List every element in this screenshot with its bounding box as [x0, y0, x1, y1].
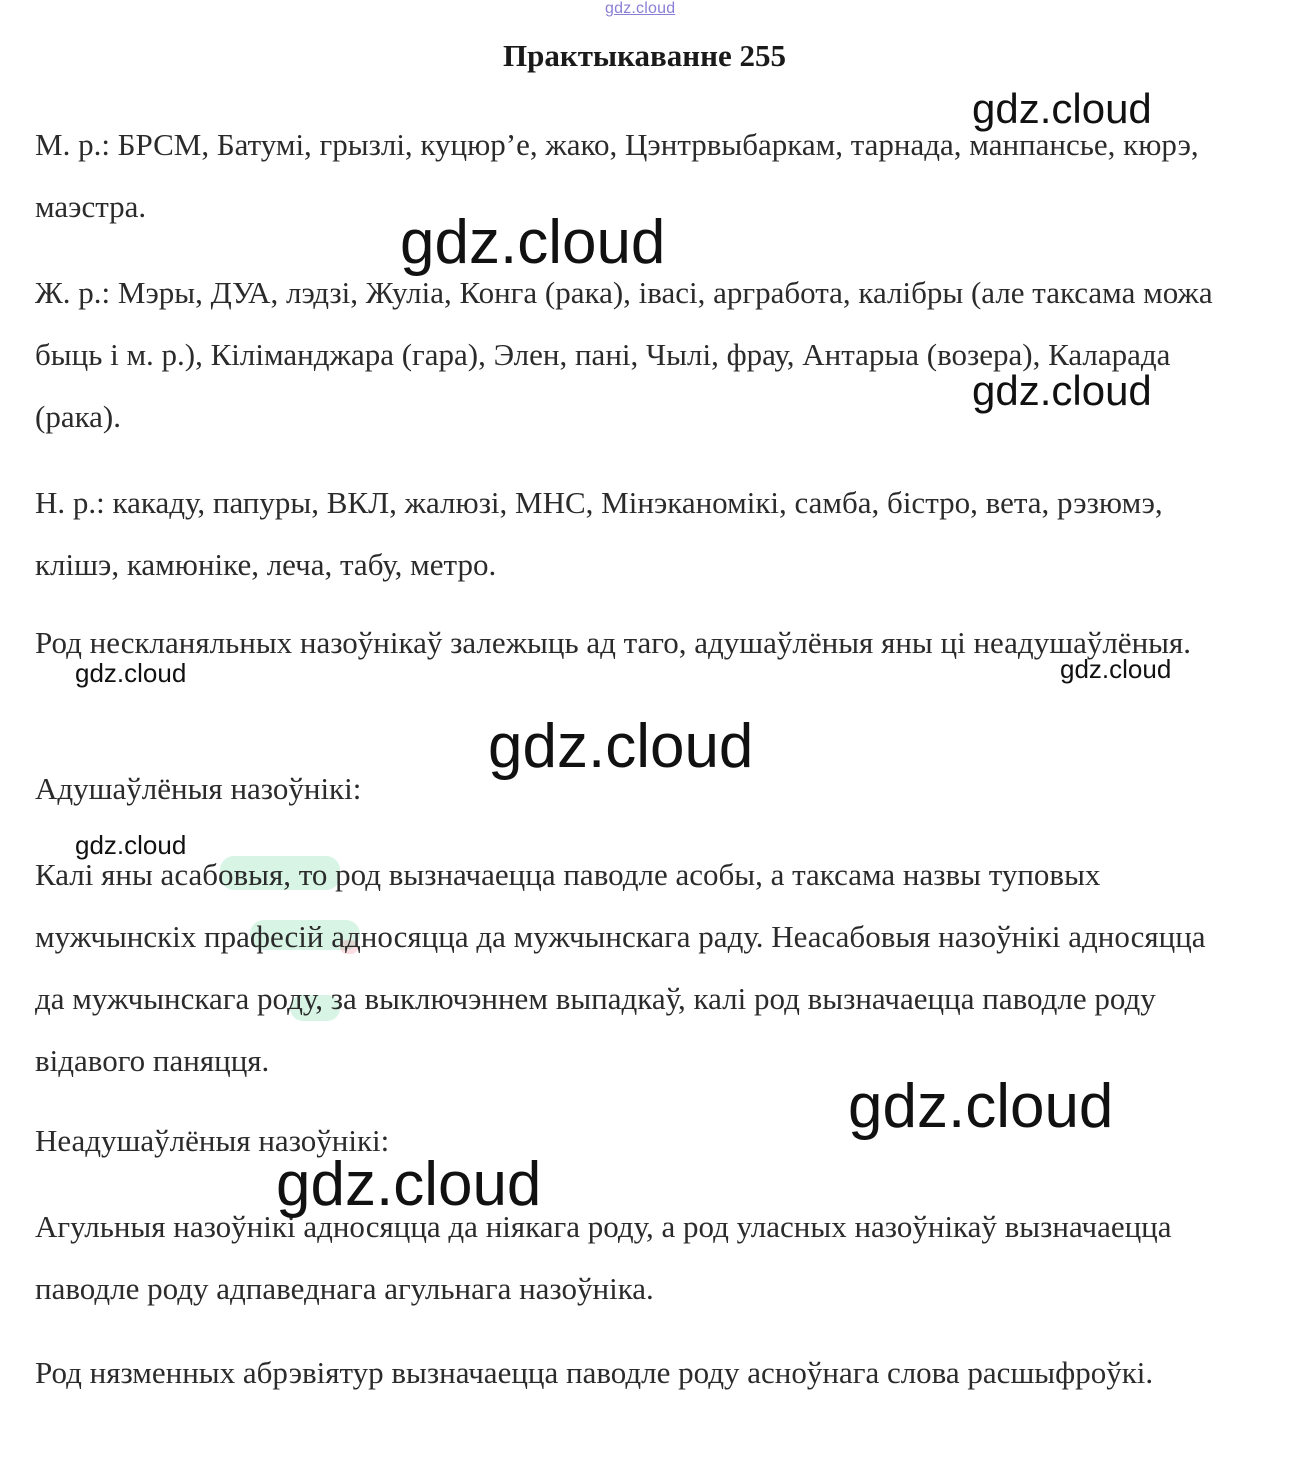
page-title: Практыкаванне 255: [502, 38, 786, 73]
paragraph-masculine: М. р.: БРСМ, Батумі, грызлі, куцюр’е, жако, Цэнтрвыбаркам, тарнада, манпансье, кюрэ, маэстра.: [35, 127, 1199, 224]
paragraph-animate-heading: Адушаўлёныя назоўнікі:: [35, 771, 362, 806]
watermark: gdz.cloud: [972, 85, 1152, 132]
paragraph-inanimate-rule: Агульныя назоўнікі адносяцца да ніякага роду, а род уласных назоўнікаў вызначаецца паводле роду адпаведнага агульнага назоўніка.: [35, 1209, 1172, 1306]
watermark: gdz.cloud: [972, 367, 1152, 414]
paragraph-inanimate-heading: Неадушаўлёныя назоўнікі:: [35, 1123, 390, 1158]
watermark: gdz.cloud: [1060, 654, 1172, 684]
paragraph-rule-intro: Род нескланяльных назоўнікаў залежыць ад таго, адушаўлёныя яны ці неадушаўлёныя.: [35, 625, 1191, 660]
watermark: gdz.cloud: [848, 1072, 1114, 1141]
watermark: gdz.cloud: [276, 1150, 542, 1219]
watermark: gdz.cloud: [488, 712, 754, 781]
paragraph-animate-rule: Калі яны асабовыя, то род вызначаецца паводле асобы, а таксама назвы туповых мужчынскіх прафесій адносяцца да мужчынскага раду. Неасабовыя назоўнікі адносяцца да мужчынскага роду, за выключэннем выпадкаў, калі род вызначаецца паводле роду відавого паняцця.: [35, 857, 1206, 1078]
watermark: gdz.cloud: [75, 658, 187, 688]
paragraph-feminine: Ж. р.: Мэры, ДУА, лэдзі, Жуліа, Конга (рака), івасі, аргработа, калібры (але таксама можа быць і м. р.), Кіліманджара (гара), Элен, пані, Чылі, фрау, Антарыа (возера), Каларада (рака).: [35, 275, 1213, 434]
paragraph-neuter: Н. р.: какаду, папуры, ВКЛ, жалюзі, МНС, Мінэканомікі, самба, бістро, вета, рэзюмэ, клішэ, камюніке, леча, табу, метро.: [35, 485, 1163, 582]
watermark: gdz.cloud: [400, 208, 666, 277]
watermark: gdz.cloud: [75, 830, 187, 860]
site-link[interactable]: gdz.cloud: [605, 0, 676, 17]
paragraph-abbreviation-rule: Род нязменных абрэвіятур вызначаецца паводле роду асноўнага слова расшыфроўкі.: [35, 1355, 1154, 1390]
